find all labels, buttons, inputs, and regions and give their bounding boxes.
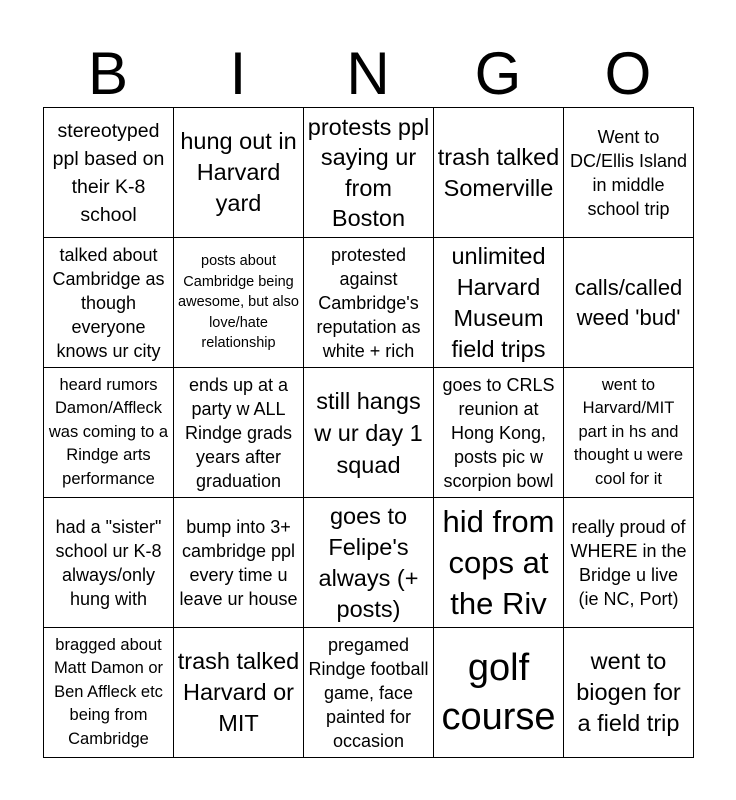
cell-text: pregamed Rindge football game, face painted for occasion xyxy=(308,634,429,751)
cell-text: trash talked Somerville xyxy=(437,143,560,201)
bingo-cell-r3c1[interactable] xyxy=(44,368,174,498)
cell-text: ends up at a party w ALL Rindge grads years after graduation xyxy=(184,374,293,491)
cell-text: hid from cops at the Riv xyxy=(442,504,555,621)
cell-text: went to biogen for a field trip xyxy=(576,648,681,736)
cell-text: protests ppl saying ur from Boston xyxy=(307,113,430,231)
bingo-cell-r5c2[interactable] xyxy=(174,628,304,758)
bingo-cell-r1c3[interactable] xyxy=(304,108,434,238)
cell-text: goes to Felipe's always (+ posts) xyxy=(318,502,419,622)
bingo-cell-r5c3[interactable] xyxy=(304,628,434,758)
bingo-cell-r2c3[interactable] xyxy=(304,238,434,368)
title-letter-i: I xyxy=(229,40,247,107)
cell-text: bump into 3+ cambridge ppl every time u leave ur house xyxy=(179,516,298,609)
cell-text: Went to DC/Ellis Island in middle school trip xyxy=(569,126,688,219)
cell-text: went to Harvard/MIT part in hs and thought u were cool for it xyxy=(573,375,684,488)
bingo-cell-r2c2[interactable] xyxy=(174,238,304,368)
bingo-cell-r4c4[interactable] xyxy=(434,498,564,628)
cell-text: calls/called weed 'bud' xyxy=(574,274,683,330)
cell-text: protested against Cambridge's reputation as white + rich xyxy=(316,244,421,361)
bingo-cell-r5c1[interactable] xyxy=(44,628,174,758)
bingo-cell-r3c5[interactable] xyxy=(564,368,694,498)
cell-text: had a "sister" school ur K-8 always/only hung with xyxy=(55,516,162,609)
cell-text: heard rumors Damon/Affleck was coming to a Rindge arts performance xyxy=(48,375,169,488)
bingo-cell-r2c4[interactable] xyxy=(434,238,564,368)
title-letter-n: N xyxy=(346,40,390,107)
cell-text: trash talked Harvard or MIT xyxy=(177,648,300,736)
bingo-cell-r3c3[interactable] xyxy=(304,368,434,498)
bingo-cell-r2c5[interactable] xyxy=(564,238,694,368)
bingo-board xyxy=(43,107,694,758)
cell-text: hung out in Harvard yard xyxy=(180,128,297,216)
bingo-cell-r2c1[interactable] xyxy=(44,238,174,368)
cell-text: still hangs w ur day 1 squad xyxy=(314,387,423,478)
cell-text: goes to CRLS reunion at Hong Kong, posts pic w scorpion bowl xyxy=(442,374,555,491)
bingo-cell-r5c5[interactable] xyxy=(564,628,694,758)
cell-text: really proud of WHERE in the Bridge u live (ie NC, Port) xyxy=(570,516,687,609)
bingo-title xyxy=(43,40,693,108)
cell-text: golf course xyxy=(441,646,556,738)
cell-text: stereotyped ppl based on their K-8 school xyxy=(52,119,165,226)
bingo-cell-r4c2[interactable] xyxy=(174,498,304,628)
title-letter-o: O xyxy=(604,40,652,107)
bingo-cell-r1c1[interactable] xyxy=(44,108,174,238)
cell-text: posts about Cambridge being awesome, but also love/hate relationship xyxy=(178,253,299,352)
bingo-cell-r3c4[interactable] xyxy=(434,368,564,498)
bingo-cell-r1c5[interactable] xyxy=(564,108,694,238)
title-letter-g: G xyxy=(474,40,522,107)
bingo-cell-r1c2[interactable] xyxy=(174,108,304,238)
title-letter-b: B xyxy=(87,40,129,107)
bingo-cell-r4c1[interactable] xyxy=(44,498,174,628)
cell-text: talked about Cambridge as though everyone knows ur city xyxy=(52,244,165,361)
cell-text: bragged about Matt Damon or Ben Affleck etc being from Cambridge xyxy=(53,635,164,748)
cell-text: unlimited Harvard Museum field trips xyxy=(451,242,546,362)
bingo-cell-r4c5[interactable] xyxy=(564,498,694,628)
bingo-cell-r5c4[interactable] xyxy=(434,628,564,758)
bingo-cell-r3c2[interactable] xyxy=(174,368,304,498)
bingo-cell-r1c4[interactable] xyxy=(434,108,564,238)
bingo-cell-r4c3[interactable] xyxy=(304,498,434,628)
